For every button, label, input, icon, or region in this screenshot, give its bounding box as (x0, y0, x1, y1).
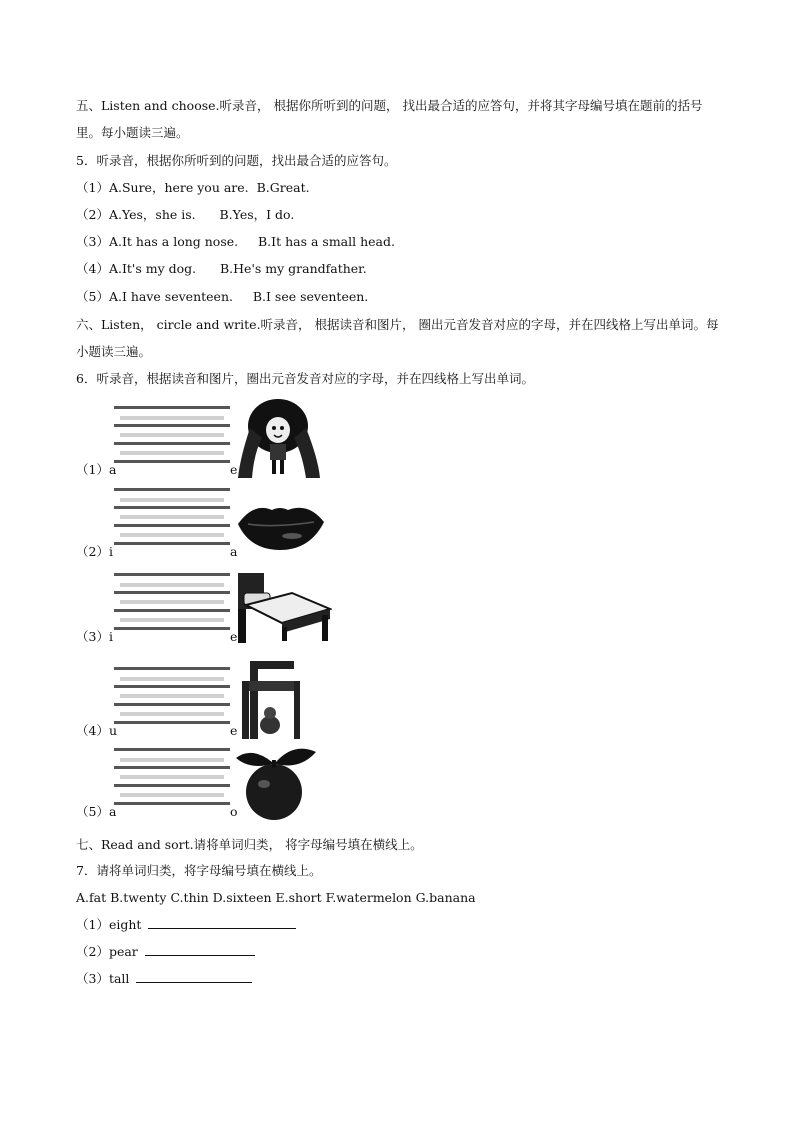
bed-icon (232, 565, 332, 647)
s6-item-4-label: （4）u (76, 723, 118, 738)
s6-item-1 (76, 398, 376, 482)
section7-word-bank: A.fat B.twenty C.thin D.sixteen E.short F.watermelon G.banana (76, 890, 476, 905)
s7-item-3 (76, 970, 252, 988)
orange-icon (232, 740, 332, 822)
chair-icon (232, 659, 332, 741)
s5-q4-option-b: B.He's my grandfather. (219, 261, 367, 276)
s6-item-3 (76, 565, 376, 649)
s5-q3-number: （3） (76, 234, 109, 249)
s7-item-1-number: （1） (76, 917, 109, 932)
s7-item-1-answer-blank[interactable] (148, 916, 296, 929)
section7-instruction: 7．请将单词归类，将字母编号填在横线上。 (76, 863, 322, 878)
s5-q3-option-a: A.It has a long nose. (108, 234, 239, 249)
four-line-grid[interactable] (114, 665, 230, 727)
s6-item-5-right-letter: o (230, 804, 238, 819)
s6-item-5-label: （5）a (76, 804, 117, 819)
section5-heading-line1: 五、Listen and choose.听录音， 根据你所听到的问题， 找出最合适的应答句，并将其字母编号填在题前的 (76, 98, 678, 113)
s5-question-1 (76, 179, 310, 197)
s5-q2-number: （2） (76, 207, 109, 222)
s7-item-1-word: eight (108, 917, 142, 932)
s7-item-3-number: （3） (76, 971, 109, 986)
lips-icon (232, 480, 332, 562)
s5-question-2 (76, 206, 294, 224)
s5-q1-number: （1） (76, 180, 109, 195)
four-line-grid[interactable] (114, 571, 230, 633)
section6-instruction: 6．听录音，根据读音和图片，圈出元音发音对应的字母，并在四线格上写出单词。 (76, 371, 534, 386)
s5-q1-option-a: A.Sure，here you are. (108, 180, 249, 195)
s5-q2-option-a: A.Yes，she is. (108, 207, 196, 222)
s6-item-2 (76, 480, 376, 564)
section5-heading (76, 92, 726, 146)
s6-item-3-label: （3）i (76, 629, 113, 644)
s7-item-2-answer-blank[interactable] (145, 943, 255, 956)
s5-question-5 (76, 288, 368, 306)
section6-heading (76, 311, 726, 365)
s5-q5-number: （5） (76, 289, 109, 304)
s6-item-1-label: （1）a (76, 462, 117, 477)
section5-instruction: 5．听录音，根据你所听到的问题，找出最合适的应答句。 (76, 153, 397, 168)
s6-item-1-right-letter: e (230, 462, 238, 477)
s7-item-1 (76, 916, 296, 934)
s6-item-2-right-letter: a (230, 544, 238, 559)
s5-question-3 (76, 233, 395, 251)
s5-q2-option-b: B.Yes，I do. (219, 207, 295, 222)
s5-q4-option-a: A.It's my dog. (108, 261, 197, 276)
s7-item-2-word: pear (108, 944, 138, 959)
section5-heading-line2: 括号里。每小题读三遍。 (76, 98, 703, 140)
s5-q4-number: （4） (76, 261, 109, 276)
s7-item-3-answer-blank[interactable] (136, 970, 252, 983)
section6-heading-line1: 六、Listen， circle and write.听录音， 根据读音和图片， 圈出元音发音对应的字母，并在四线格上写出单 (76, 317, 681, 332)
s5-q5-option-b: B.I see seventeen. (252, 289, 369, 304)
s5-question-4 (76, 260, 367, 278)
s5-q3-option-b: B.It has a small head. (258, 234, 395, 249)
s6-item-2-label: （2）i (76, 544, 113, 559)
s7-item-2 (76, 943, 255, 961)
s6-item-4-right-letter: e (230, 723, 238, 738)
s7-item-3-word: tall (108, 971, 130, 986)
s5-q1-option-b: B.Great. (256, 180, 310, 195)
s6-item-5 (76, 740, 376, 824)
four-line-grid[interactable] (114, 404, 230, 466)
s7-item-2-number: （2） (76, 944, 109, 959)
s6-item-4 (76, 659, 376, 743)
four-line-grid[interactable] (114, 746, 230, 808)
s5-q5-option-a: A.I have seventeen. (108, 289, 233, 304)
section6-heading-line2: 词。每小题读三遍。 (76, 317, 719, 359)
s6-item-3-right-letter: e (230, 629, 238, 644)
girl-icon (232, 398, 332, 480)
section7-heading: 七、Read and sort.请将单词归类， 将字母编号填在横线上。 (76, 837, 423, 852)
four-line-grid[interactable] (114, 486, 230, 548)
